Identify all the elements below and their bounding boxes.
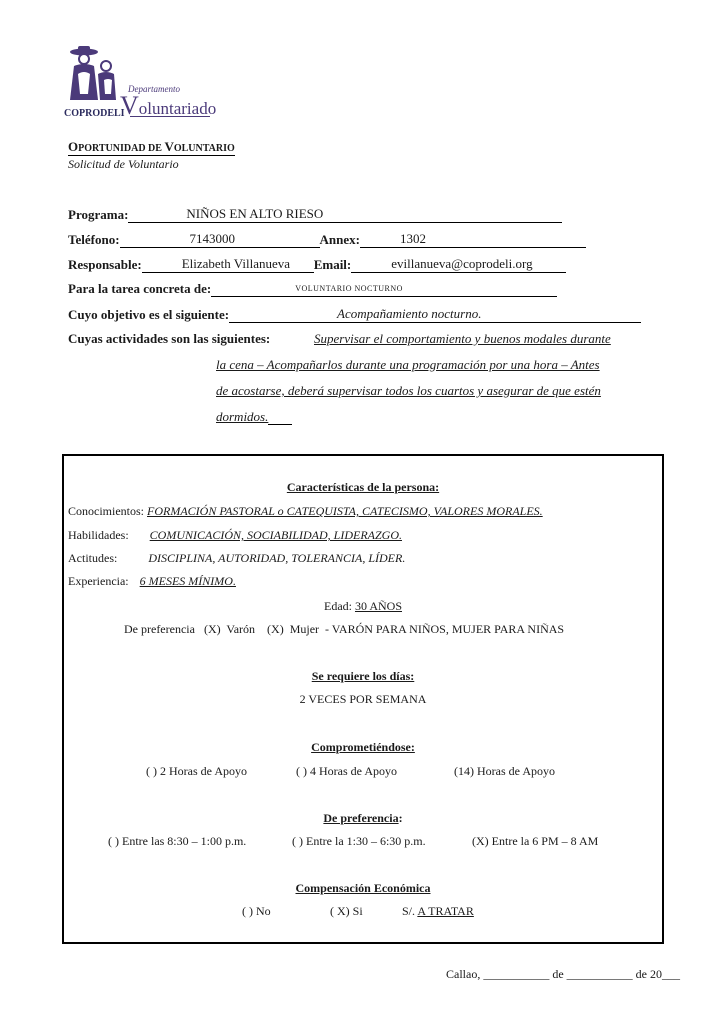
dias-value: 2 VECES POR SEMANA — [299, 692, 427, 706]
objetivo-row — [68, 306, 641, 323]
email-field: evillanueva@coprodeli.org — [391, 256, 566, 273]
objetivo-label: Cuyo objetivo es el siguiente: — [68, 307, 230, 322]
logo-underline — [130, 116, 210, 117]
experiencia-value: 6 MESES MÍNIMO. — [139, 574, 236, 588]
programa-field: NIÑOS EN ALTO RIESO — [186, 206, 562, 223]
compensacion-monto: S/. A TRATAR — [402, 904, 474, 918]
horas-option-4: ( ) 4 Horas de Apoyo — [296, 764, 397, 778]
actividades-label: Cuyas actividades son las siguientes: — [68, 331, 271, 346]
depref-title: De preferencia: — [323, 811, 403, 825]
characteristics-box — [62, 454, 664, 944]
conocimientos-value: FORMACIÓN PASTORAL o CATEQUISTA, CATECISMO, VALORES MORALES. — [147, 504, 543, 518]
actividades-line-2: la cena – Acompañarlos durante una programación por una hora – Antes — [216, 357, 600, 372]
tarea-field: VOLUNTARIO NOCTURNO — [295, 281, 557, 297]
conocimientos-label: Conocimientos: — [68, 504, 144, 518]
logo-department-text: Departamento — [128, 84, 180, 94]
edad-label: Edad: — [323, 599, 352, 613]
page-subtitle: Solicitud de Voluntario — [68, 157, 179, 171]
actitudes-value: DISCIPLINA, AUTORIDAD, TOLERANCIA, LÍDER. — [148, 551, 406, 565]
compensacion-no: ( ) No — [242, 904, 271, 918]
horas-option-2: ( ) 2 Horas de Apoyo — [146, 764, 247, 778]
compensacion-si: ( X) Si — [330, 904, 363, 918]
actividades-line-3: de acostarse, deberá supervisar todos los cuartos y asegurar de que estén — [216, 383, 601, 398]
telefono-field: 7143000 — [190, 231, 320, 248]
edad-value: 30 AÑOS — [354, 599, 402, 613]
responsable-row — [68, 256, 566, 273]
page-title: OPORTUNIDAD DE VOLUNTARIO — [68, 139, 235, 154]
logo-org-name: COPRODELI — [64, 108, 125, 119]
programa-label: Programa: — [68, 207, 129, 222]
habilidades-label: Habilidades: — [68, 528, 129, 542]
place-date-line: Callao, ___________ de ___________ de 20___ — [446, 967, 680, 981]
conocimientos-row — [68, 504, 543, 519]
telefono-row — [68, 231, 586, 248]
compensacion-title: Compensación Económica — [295, 881, 431, 895]
programa-row — [68, 206, 562, 223]
logo-program-text: Voluntariado — [120, 91, 217, 120]
tarea-row — [68, 281, 557, 297]
responsable-field: Elizabeth Villanueva — [182, 256, 314, 273]
horario-option-2: ( ) Entre la 1:30 – 6:30 p.m. — [292, 834, 426, 848]
experiencia-row — [68, 574, 236, 589]
annex-field: 1302 — [400, 231, 586, 248]
objetivo-field: Acompañamiento nocturno. — [337, 306, 641, 323]
telefono-label: Teléfono: — [68, 232, 120, 247]
experiencia-label: Experiencia: — [68, 574, 129, 588]
preferencia-sexo: De preferencia (X) Varón (X) Mujer - VARÓN PARA NIÑOS, MUJER PARA NIÑAS — [124, 622, 565, 636]
responsable-label: Responsable: — [68, 257, 142, 272]
actividades-line-1: Supervisar el comportamiento y buenos modales durante — [314, 331, 611, 346]
edad-row — [64, 599, 662, 614]
caracteristicas-title: Características de la persona: — [286, 480, 440, 494]
tarea-label: Para la tarea concreta de: — [68, 281, 212, 296]
comprometiendose-title: Comprometiéndose: — [311, 740, 415, 754]
annex-label: Annex: — [319, 232, 360, 247]
actividades-line-4: dormidos. — [216, 409, 292, 425]
actitudes-row — [68, 551, 405, 566]
email-label: Email: — [313, 257, 352, 272]
dias-title: Se requiere los días: — [311, 669, 415, 683]
volunteer-figures-icon — [64, 44, 120, 104]
horario-option-3: (X) Entre la 6 PM – 8 AM — [472, 834, 599, 848]
habilidades-value: COMUNICACIÓN, SOCIABILIDAD, LIDERAZGO. — [149, 528, 402, 542]
horario-option-1: ( ) Entre las 8:30 – 1:00 p.m. — [108, 834, 247, 848]
habilidades-row — [68, 528, 402, 543]
horas-option-14: (14) Horas de Apoyo — [454, 764, 555, 778]
actitudes-label: Actitudes: — [68, 551, 118, 565]
coprodeli-logo — [64, 44, 217, 120]
